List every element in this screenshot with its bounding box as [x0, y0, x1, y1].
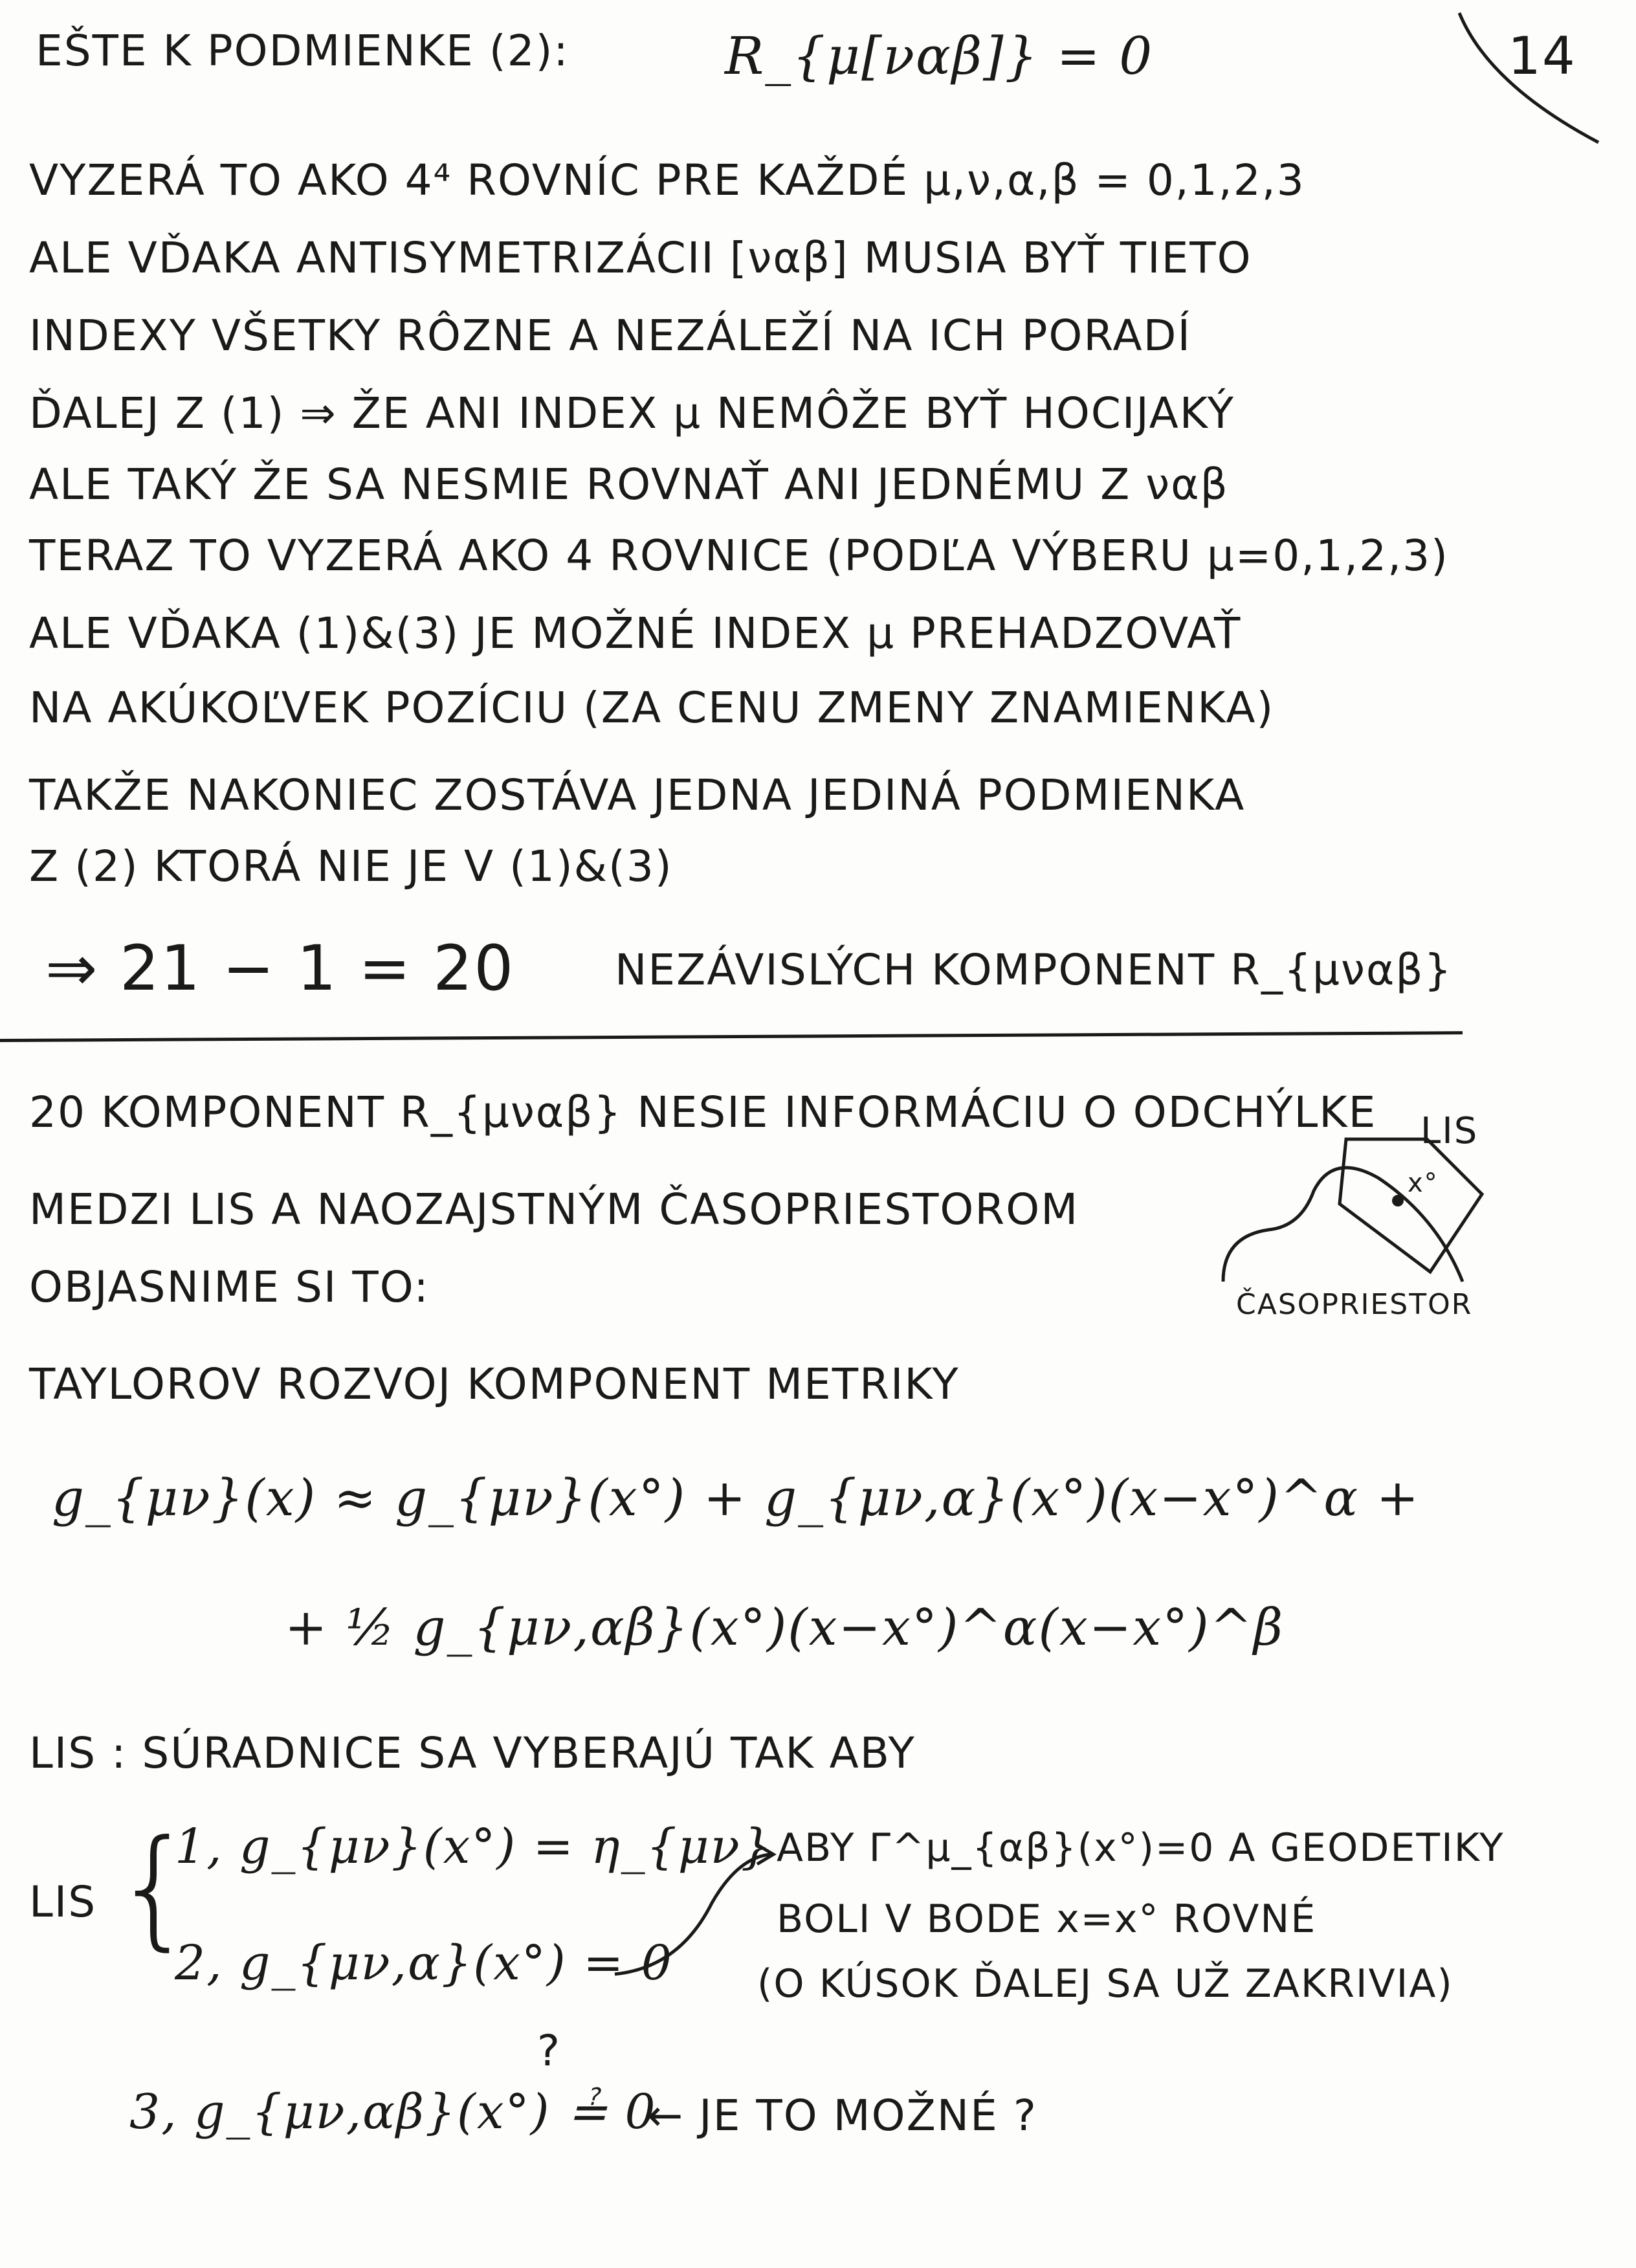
condition-2: 2, g_{μν,α}(x°) = 0 [175, 1935, 673, 1991]
sketch-point-label: x° [1408, 1168, 1439, 1198]
condition-3-question: ← JE TO MOŽNÉ ? [647, 2091, 1037, 2140]
line-17: LIS : SÚRADNICE SA VYBERAJÚ TAK ABY [29, 1728, 916, 1778]
note-line-3: (O KÚSOK ĎALEJ SA UŽ ZAKRIVIA) [757, 1961, 1454, 2007]
line-03: ALE VĎAKA ANTISYMETRIZÁCII [ναβ] MUSIA BYŤ TIETO [29, 233, 1252, 283]
line-11: Z (2) KTORÁ NIE JE V (1)&(3) [29, 841, 673, 891]
line-01-math: R_{μ[ναβ]} = 0 [725, 26, 1154, 86]
line-13: 20 KOMPONENT R_{μναβ} NESIE INFORMÁCIU O ODCHÝLKE [29, 1087, 1377, 1137]
line-01: EŠTE K PODMIENKE (2): [36, 26, 569, 76]
note-arrow [615, 1854, 770, 1974]
line-14: MEDZI LIS A NAOZAJSTNÝM ČASOPRIESTOROM [29, 1184, 1079, 1234]
line-02: VYZERÁ TO AKO 4⁴ ROVNÍC PRE KAŽDÉ μ,ν,α,β = 0,1,2,3 [29, 155, 1305, 205]
line-12-text: NEZÁVISLÝCH KOMPONENT R_{μναβ} [615, 945, 1453, 995]
taylor-eq-2: + ½ g_{μν,αβ}(x°)(x−x°)^α(x−x°)^β [285, 1599, 1285, 1657]
sketch-lis-label: LIS [1420, 1110, 1479, 1152]
line-04: INDEXY VŠETKY RÔZNE A NEZÁLEŽÍ NA ICH PORADÍ [29, 311, 1191, 361]
line-06: ALE TAKÝ ŽE SA NESMIE ROVNAŤ ANI JEDNÉMU Z ναβ [29, 460, 1229, 509]
line-16: TAYLOROV ROZVOJ KOMPONENT METRIKY [29, 1359, 960, 1409]
note-line-2: BOLI V BODE x=x° ROVNÉ [777, 1896, 1317, 1942]
question-mark: ? [537, 2026, 562, 2076]
sketch-point [1392, 1195, 1404, 1206]
line-10: TAKŽE NAKONIEC ZOSTÁVA JEDNA JEDINÁ PODMIENKA [29, 770, 1246, 820]
condition-1: 1, g_{μν}(x°) = η_{μν} [175, 1819, 773, 1874]
note-line-1: ABY Γ^μ_{αβ}(x°)=0 A GEODETIKY [777, 1825, 1505, 1871]
lis-brace: { [113, 1812, 197, 1963]
line-12-result: ⇒ 21 − 1 = 20 [45, 932, 515, 1005]
line-15: OBJASNIME SI TO: [29, 1262, 430, 1312]
page-corner-mark [1459, 13, 1598, 142]
line-08: ALE VĎAKA (1)&(3) JE MOŽNÉ INDEX μ PREHADZOVAŤ [29, 608, 1242, 658]
page-number: 14 [1508, 26, 1576, 86]
line-05: ĎALEJ Z (1) ⇒ ŽE ANI INDEX μ NEMÔŽE BYŤ HOCIJAKÝ [29, 388, 1235, 438]
condition-3: 3, g_{μν,αβ}(x°) ≟ 0 [129, 2084, 657, 2140]
sketch-spacetime-label: ČASOPRIESTOR [1236, 1288, 1473, 1321]
line-09: NA AKÚKOĽVEK POZÍCIU (ZA CENU ZMENY ZNAMIENKA) [29, 683, 1275, 733]
lis-label: LIS [29, 1877, 97, 1927]
line-07: TERAZ TO VYZERÁ AKO 4 ROVNICE (PODĽA VÝBERU μ=0,1,2,3) [29, 531, 1449, 581]
taylor-eq-1: g_{μν}(x) ≈ g_{μν}(x°) + g_{μν,α}(x°)(x−x°)^α + [52, 1469, 1420, 1528]
